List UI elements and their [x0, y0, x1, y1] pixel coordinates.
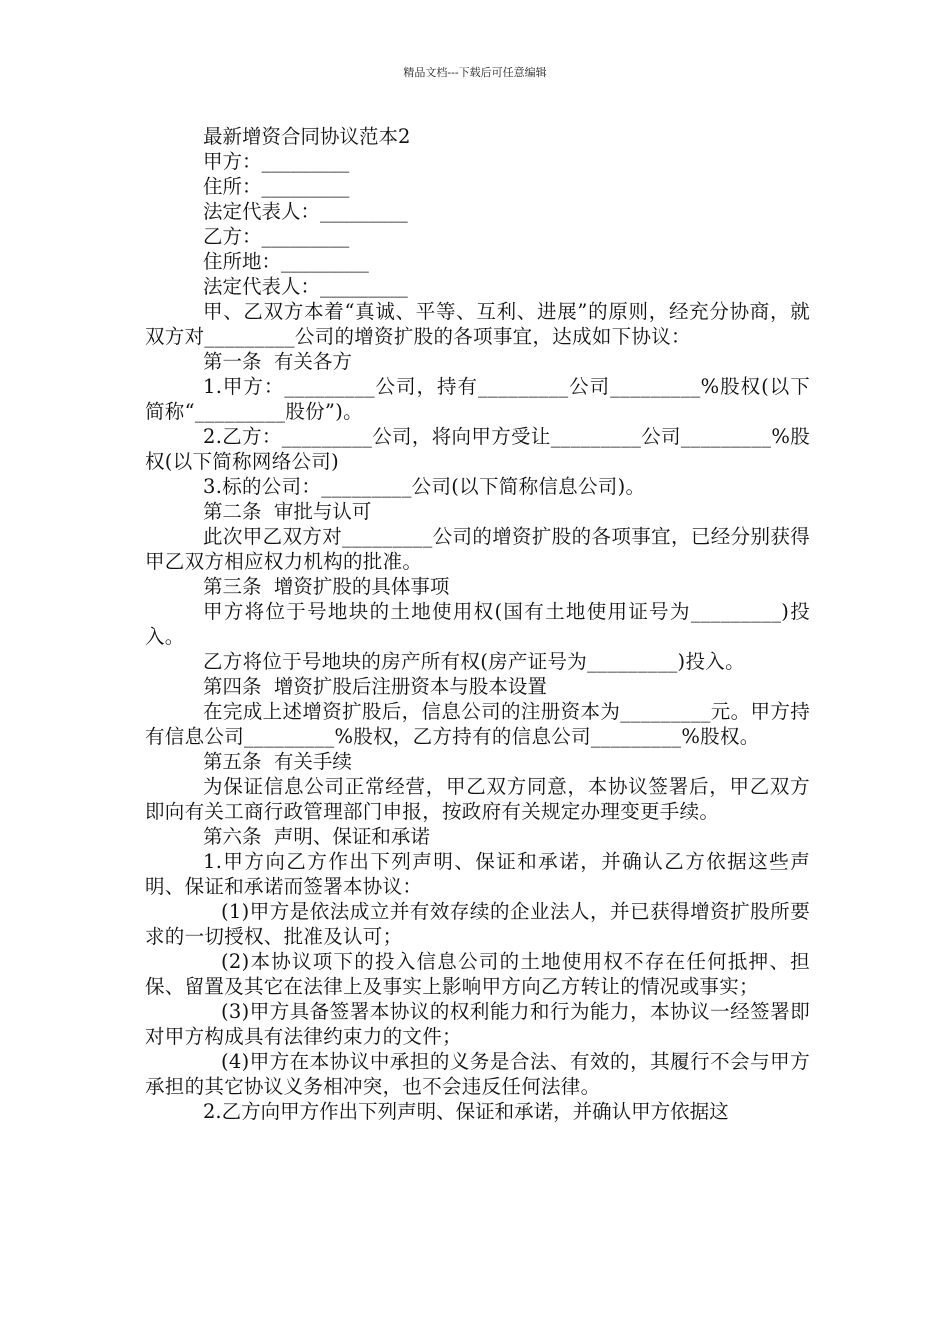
article-6-item-1-sub-4: (4)甲方在本协议中承担的义务是合法、有效的，其履行不会与甲方承担的其它协议义务相冲突，也不会违反任何法律。: [145, 1050, 810, 1098]
article-2-paragraph: 此次甲乙双方对_________公司的增资扩股的各项事宜，已经分别获得甲乙双方相应权力机构的批准。: [145, 525, 810, 573]
article-3-heading: 第三条 增资扩股的具体事项: [203, 575, 450, 598]
article-6-item-1: 1.甲方向乙方作出下列声明、保证和承诺，并确认乙方依据这些声明、保证和承诺而签署本协议：: [145, 850, 810, 898]
article-5-heading: 第五条 有关手续: [203, 750, 352, 773]
article-6-item-2: 2.乙方向甲方作出下列声明、保证和承诺，并确认甲方依据这: [203, 1100, 729, 1123]
party-b-legal-rep-field: 法定代表人：_________: [203, 275, 408, 298]
party-b-address-field: 住所地：_________: [203, 250, 369, 273]
article-3-paragraph-2: 乙方将位于号地块的房产所有权(房产证号为_________)投入。: [203, 650, 745, 673]
article-6-heading: 第六条 声明、保证和承诺: [203, 825, 430, 848]
article-4-paragraph: 在完成上述增资扩股后，信息公司的注册资本为_________元。甲方持有信息公司_________%股权，乙方持有的信息公司_________%股权。: [145, 700, 810, 748]
article-1-item-1: 1.甲方：_________公司，持有_________公司_________%股权(以下简称“_________股份”)。: [145, 375, 810, 423]
article-6-item-1-sub-2: (2)本协议项下的投入信息公司的土地使用权不存在任何抵押、担保、留置及其它在法律上及事实上影响甲方向乙方转让的情况或事实；: [145, 950, 810, 998]
page-header: 精品文档---下载后可任意编辑: [403, 66, 547, 79]
party-b-field: 乙方：_________: [203, 225, 350, 248]
article-2-heading: 第二条 审批与认可: [203, 500, 372, 523]
article-1-heading: 第一条 有关各方: [203, 350, 352, 373]
document-title: 最新增资合同协议范本2: [203, 125, 411, 148]
contract-document: [145, 124, 810, 1124]
article-6-item-1-sub-3: (3)甲方具备签署本协议的权利能力和行为能力，本协议一经签署即对甲方构成具有法律约束力的文件；: [145, 1000, 810, 1048]
party-a-address-field: 住所：_________: [203, 175, 350, 198]
article-4-heading: 第四条 增资扩股后注册资本与股本设置: [203, 675, 547, 698]
article-5-paragraph: 为保证信息公司正常经营，甲乙双方同意，本协议签署后，甲乙双方即向有关工商行政管理部门申报，按政府有关规定办理变更手续。: [145, 775, 810, 823]
party-a-legal-rep-field: 法定代表人：_________: [203, 200, 408, 223]
article-6-item-1-sub-1: (1)甲方是依法成立并有效存续的企业法人，并已获得增资扩股所要求的一切授权、批准及认可；: [145, 900, 810, 948]
article-1-item-3: 3.标的公司：_________公司(以下简称信息公司)。: [203, 475, 646, 498]
article-3-paragraph-1: 甲方将位于号地块的土地使用权(国有土地使用证号为_________)投入。: [145, 600, 810, 648]
party-a-field: 甲方：_________: [203, 150, 350, 173]
preamble-paragraph: 甲、乙双方本着“真诚、平等、互利、进展”的原则，经充分协商，就双方对_________公司的增资扩股的各项事宜，达成如下协议：: [145, 300, 810, 348]
article-1-item-2: 2.乙方：_________公司，将向甲方受让_________公司_________%股权(以下简称网络公司): [145, 425, 810, 473]
